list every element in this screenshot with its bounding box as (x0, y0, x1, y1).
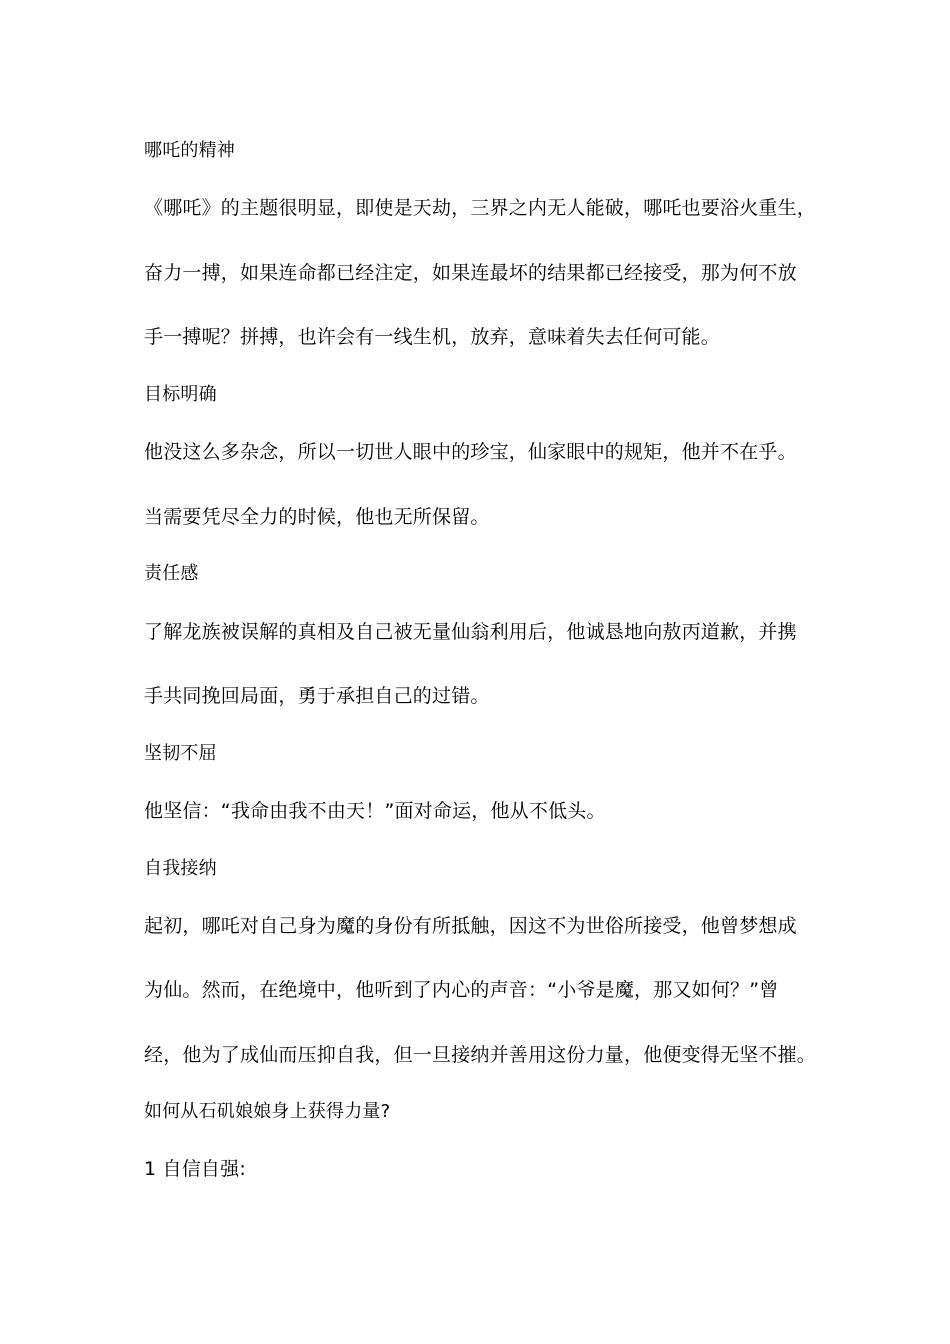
paragraph-line: 手一搏呢？拼搏，也许会有一线生机，放弃，意味着失去任何可能。 (144, 326, 721, 348)
paragraph-line: 为仙。然而，在绝境中，他听到了内心的声音：“小爷是魔，那又如何？”曾 (144, 979, 779, 1001)
paragraph-line: 了解龙族被误解的真相及自己被无量仙翁利用后，他诚恳地向敖丙道歉，并携 (144, 621, 797, 643)
paragraph-line: 他没这么多杂念，所以一切世人眼中的珍宝，仙家眼中的规矩，他并不在乎。 (144, 441, 797, 463)
section-title-clear-goal: 目标明确 (144, 384, 217, 405)
paragraph-line: 手共同挽回局面，勇于承担自己的过错。 (144, 685, 490, 707)
paragraph-line: 起初，哪吒对自己身为魔的身份有所抵触，因这不为世俗所接受，他曾梦想成 (144, 915, 797, 937)
paragraph-line: 经，他为了成仙而压抑自我，但一旦接纳并善用这份力量，他便变得无坚不摧。 (144, 1044, 817, 1066)
section-title-self-acceptance: 自我接纳 (144, 858, 217, 879)
section-title-perseverance: 坚韧不屈 (144, 743, 217, 764)
section-title-responsibility: 责任感 (144, 563, 199, 584)
paragraph-line: 当需要凭尽全力的时候，他也无所保留。 (144, 506, 490, 528)
section-title-shiji: 如何从石矶娘娘身上获得力量? (144, 1101, 391, 1122)
section-title-nezha-spirit: 哪吒的精神 (144, 140, 235, 161)
paragraph-line: 《哪吒》的主题很明显，即使是天劫，三界之内无人能破，哪吒也要浴火重生， (144, 197, 817, 219)
paragraph-line: 他坚信：“我命由我不由天！”面对命运，他从不低头。 (144, 800, 606, 822)
paragraph-line: 奋力一搏，如果连命都已经注定，如果连最坏的结果都已经接受，那为何不放 (144, 262, 797, 284)
list-item-confidence: 1 自信自强: (144, 1158, 246, 1180)
